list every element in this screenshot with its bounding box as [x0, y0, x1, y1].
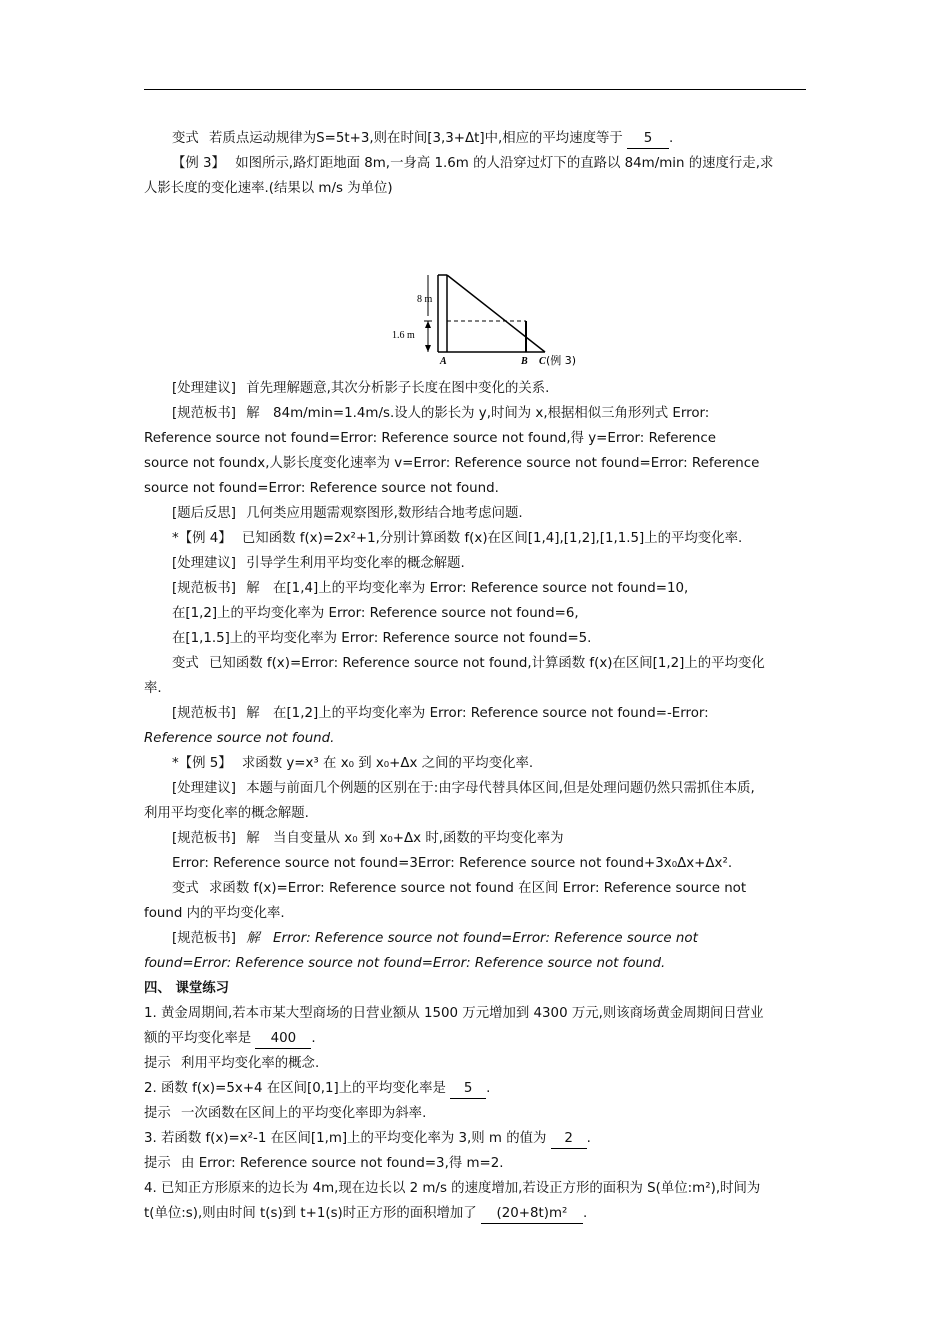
- advice-tag: [处理建议]: [172, 781, 237, 796]
- solution-tag: [规范板书]: [172, 581, 237, 596]
- variant-text: 求函数 f(x)=Error: Reference source not found 在区间 Error: Reference source not: [209, 881, 747, 896]
- hint-text: 由 Error: Reference source not found=3,得 m=2.: [181, 1156, 504, 1171]
- solution-text: 解 在[1,2]上的平均变化率为 Error: Reference source not found=-Error:: [246, 706, 709, 721]
- label-8m: 8 m: [417, 294, 433, 305]
- answer-blank: 2: [551, 1130, 587, 1149]
- example-5-advice: [144, 776, 808, 801]
- example-tag: *【例 5】: [172, 756, 232, 771]
- hint-text: 利用平均变化率的概念.: [181, 1056, 320, 1071]
- advice-tag: [处理建议]: [172, 556, 237, 571]
- answer-blank: 5: [627, 130, 669, 149]
- example-3-line2: 人影长度的变化速率.(结果以 m/s 为单位): [144, 181, 393, 196]
- solution-tag: [规范板书]: [172, 706, 237, 721]
- solution-text: 解 当自变量从 x₀ 到 x₀+Δx 时,函数的平均变化率为: [246, 831, 564, 846]
- example-5-solution-1: [144, 826, 808, 851]
- example-5-solution-2: Error: Reference source not found=3Error: Reference source not found+3x₀Δx+Δx².: [172, 856, 733, 871]
- example-3-solution-1: [144, 401, 808, 426]
- figure-lamp-shadow: [144, 201, 808, 376]
- example-3-line1: [144, 151, 808, 176]
- advice-tag: [处理建议]: [172, 381, 237, 396]
- example-text: 求函数 y=x³ 在 x₀ 到 x₀+Δx 之间的平均变化率.: [241, 756, 534, 771]
- variant-label: 变式: [172, 881, 199, 896]
- solution-tag: [规范板书]: [172, 831, 237, 846]
- solution-text: 解 Error: Reference source not found=Error: Reference source not: [246, 931, 698, 946]
- question-4-line1: 4. 已知正方形原来的边长为 4m,现在边长以 2 m/s 的速度增加,若设正方形的面积为 S(单位:m²),时间为: [144, 1181, 761, 1196]
- question-text: t(单位:s),则由时间 t(s)到 t+1(s)时正方形的面积增加了: [144, 1206, 477, 1221]
- advice-text: 首先理解题意,其次分析影子长度在图中变化的关系.: [246, 381, 550, 396]
- hint-label: 提示: [144, 1106, 171, 1121]
- question-1-line1: 1. 黄金周期间,若本市某大型商场的日营业额从 1500 万元增加到 4300 万元,则该商场黄金周期间日营业: [144, 1006, 764, 1021]
- example-5-variant: [144, 876, 808, 901]
- question-text: 3. 若函数 f(x)=x²-1 在区间[1,m]上的平均变化率为 3,则 m 的值为: [144, 1131, 547, 1146]
- question-3: 3. 若函数 f(x)=x²-1 在区间[1,m]上的平均变化率为 3,则 m 的值为 2 .: [144, 1126, 808, 1151]
- example-3-solution-3: source not foundx,人影长度变化速率为 v=Error: Reference source not found=Error: Reference: [144, 456, 760, 471]
- hint-text: 一次函数在区间上的平均变化率即为斜率.: [181, 1106, 427, 1121]
- advice-text: 本题与前面几个例题的区别在于:由字母代替具体区间,但是处理问题仍然只需抓住本质,: [246, 781, 755, 796]
- label-B: B: [521, 356, 528, 367]
- question-1-hint: [144, 1051, 808, 1076]
- question-text: 2. 函数 f(x)=5x+4 在区间[0,1]上的平均变化率是: [144, 1081, 446, 1096]
- lamp-shadow-diagram: [390, 201, 590, 373]
- variant-text: 已知函数 f(x)=Error: Reference source not found,计算函数 f(x)在区间[1,2]上的平均变化: [209, 656, 765, 671]
- label-16m: 1.6 m: [392, 330, 415, 341]
- question-3-hint: [144, 1151, 808, 1176]
- answer-blank: 400: [255, 1030, 311, 1049]
- question-4-line2: t(单位:s),则由时间 t(s)到 t+1(s)时正方形的面积增加了 (20+8t)m² .: [144, 1201, 808, 1226]
- example-4-solution-1: [144, 576, 808, 601]
- variant-label: 变式: [172, 131, 199, 146]
- example-tag: 【例 3】: [172, 156, 225, 171]
- light-ray: [447, 275, 545, 352]
- question-2: 2. 函数 f(x)=5x+4 在区间[0,1]上的平均变化率是 5 .: [144, 1076, 808, 1101]
- example-4: [144, 526, 808, 551]
- question-2-hint: [144, 1101, 808, 1126]
- example-text: 如图所示,路灯距地面 8m,一身高 1.6m 的人沿穿过灯下的直路以 84m/min 的速度行走,求: [235, 156, 774, 171]
- arrow-down: [425, 345, 431, 352]
- reflection-text: 几何类应用题需观察图形,数形结合地考虑问题.: [246, 506, 523, 521]
- example-4-solution-2: 在[1,2]上的平均变化率为 Error: Reference source not found=6,: [172, 606, 579, 621]
- example-3-solution-4: source not found=Error: Reference source not found.: [144, 481, 499, 496]
- example-5: [144, 751, 808, 776]
- example-4-variant: [144, 651, 808, 676]
- hint-label: 提示: [144, 1156, 171, 1171]
- advice-text: 引导学生利用平均变化率的概念解题.: [246, 556, 465, 571]
- variant-text: 若质点运动规律为S=5t+3,则在时间[3,3+Δt]中,相应的平均速度等于: [209, 131, 623, 146]
- label-A: A: [440, 356, 447, 367]
- solution-tag: [规范板书]: [172, 406, 237, 421]
- document-body: [144, 126, 808, 1226]
- example-5-variant-solution-2: found=Error: Reference source not found=Error: Reference source not found.: [144, 956, 666, 971]
- example-5-advice-2: 利用平均变化率的概念解题.: [144, 806, 309, 821]
- answer-blank: 5: [450, 1080, 486, 1099]
- header-rule: [144, 89, 806, 90]
- reflection-tag: [题后反思]: [172, 506, 237, 521]
- example-4-advice: [144, 551, 808, 576]
- question-text: 额的平均变化率是: [144, 1031, 252, 1046]
- example-4-variant-solution: [144, 701, 808, 726]
- example-text: 已知函数 f(x)=2x²+1,分别计算函数 f(x)在区间[1,4],[1,2],[1,1.5]上的平均变化率.: [241, 531, 743, 546]
- example-5-variant-2: found 内的平均变化率.: [144, 906, 285, 921]
- variant-label: 变式: [172, 656, 199, 671]
- example-4-solution-3: 在[1,1.5]上的平均变化率为 Error: Reference source not found=5.: [172, 631, 592, 646]
- hint-label: 提示: [144, 1056, 171, 1071]
- section-title: 四、 课堂练习: [144, 981, 230, 996]
- solution-text: 解 84m/min=1.4m/s.设人的影长为 y,时间为 x,根据相似三角形列式 Error:: [246, 406, 710, 421]
- example-3-reflection: [144, 501, 808, 526]
- variant-1: 变式 若质点运动规律为S=5t+3,则在时间[3,3+Δt]中,相应的平均速度等于 5 .: [144, 126, 808, 151]
- example-5-variant-solution: [144, 926, 808, 951]
- example-3-advice: [144, 376, 808, 401]
- answer-blank: (20+8t)m²: [481, 1205, 583, 1224]
- figure-caption: (例 3): [546, 354, 577, 367]
- solution-tag: [规范板书]: [172, 931, 237, 946]
- example-4-variant-solution-2: Reference source not found.: [144, 731, 335, 746]
- question-1-line2: 额的平均变化率是 400 .: [144, 1026, 808, 1051]
- example-3-solution-2: Reference source not found=Error: Reference source not found,得 y=Error: Reference: [144, 431, 716, 446]
- example-tag: *【例 4】: [172, 531, 232, 546]
- label-C: C: [539, 356, 546, 367]
- arrow-up: [425, 321, 431, 328]
- solution-text: 解 在[1,4]上的平均变化率为 Error: Reference source not found=10,: [246, 581, 689, 596]
- example-4-variant-2: 率.: [144, 681, 162, 696]
